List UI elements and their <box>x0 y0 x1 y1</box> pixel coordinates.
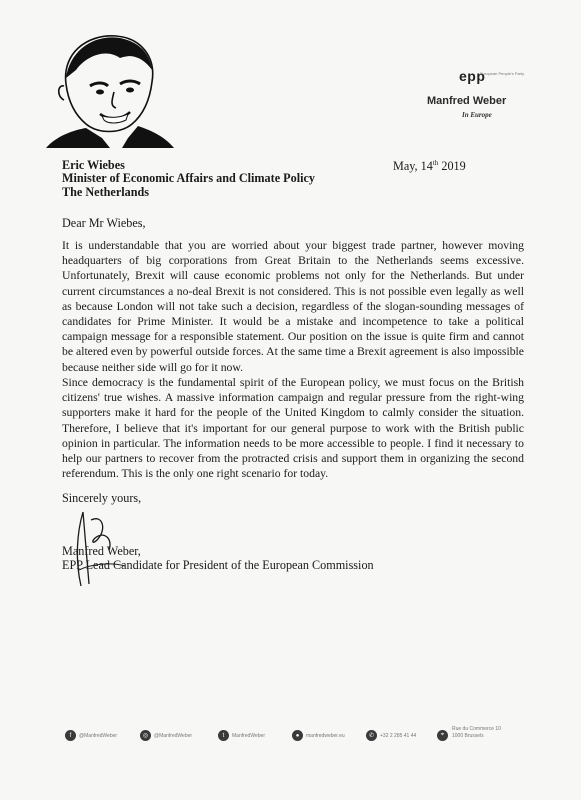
epp-logo-subtitle: European People's Party <box>480 71 525 76</box>
recipient-title: Minister of Economic Affairs and Climate Policy <box>62 171 315 186</box>
date-year: 2019 <box>438 159 466 174</box>
footer-contacts <box>0 722 581 762</box>
letter-date <box>393 159 466 174</box>
footer-text: manfredweber.eu <box>306 732 345 739</box>
twitter-icon: t <box>218 730 229 741</box>
recipient-block <box>62 159 315 199</box>
footer-text: @ManfredWeber <box>79 732 118 739</box>
recipient-name: Eric Wiebes <box>62 158 125 172</box>
address-line-1: Rue du Commerce 10 <box>452 726 501 732</box>
instagram-icon: ◎ <box>140 730 151 741</box>
footer-text: @ManfredWeber <box>154 732 193 739</box>
date-prefix: May, 14 <box>393 159 433 174</box>
footer-text: +32 2 285 41 44 <box>380 732 417 739</box>
recipient-country: The Netherlands <box>62 184 150 199</box>
facebook-icon: f <box>65 730 76 741</box>
portrait-illustration <box>46 26 174 148</box>
location-icon: ⌖ <box>437 730 448 741</box>
epp-logo: epp <box>459 68 486 84</box>
footer-item-instagram[interactable] <box>140 730 192 741</box>
signatory-name: Manfred Weber, <box>62 544 141 558</box>
footer-item-phone[interactable] <box>366 730 416 741</box>
phone-icon: ✆ <box>366 730 377 741</box>
address-line-2: 1000 Brussels <box>452 733 484 739</box>
signatory-title: EPP Lead Candidate for President of the European Commission <box>62 558 374 572</box>
sender-name: Manfred Weber <box>427 95 507 107</box>
footer-address <box>452 726 512 740</box>
sender-tagline: In Europe <box>462 111 492 119</box>
date-suffix: th <box>432 159 439 167</box>
web-icon: ● <box>292 730 303 741</box>
paragraph-1: It is understandable that you are worried about your biggest trade partner, however moving headquarters of big corporations from Great Britain to the Netherlands seems excessive. Unfortunately, Brexit will cause economic problems not only for the Netherlands. But under current circumstances a no-deal Brexit is not considered. This is not possible even legally as well as because London will not take such a decision, regardless of the slogan-sounding messages of candidates for Prime Minister. It would be a mistake and incompetence to take a political campaign message for a responsible statement. Our position on the issue is quite firm and cannot be altered even by powerful outside forces. At the same time a Brexit agreement is also impossible because neither side will go for it now. <box>62 239 524 374</box>
footer-item-twitter[interactable] <box>218 730 265 741</box>
salutation: Dear Mr Wiebes, <box>62 216 146 230</box>
footer-item-facebook[interactable] <box>65 730 117 741</box>
paragraph-2: Since democracy is the fundamental spirit of the European policy, we must focus on the British citizens' true wishes. A massive information campaign and regular pressure from the right-wing supporters make it hard for the people of the United Kingdom to calmly consider the situation. Therefore, I believe that it's important for our general purpose to work with the British public opinion in particular. The information needs to be more accessible to people. I find it necessary to help our partners to recover from the protracted crisis and support them in organizing the second referendum. This is the only one right scenario for today. <box>62 376 524 481</box>
closing: Sincerely yours, <box>62 491 142 505</box>
footer-text: ManfredWeber <box>232 732 265 739</box>
footer-item-web[interactable] <box>292 730 345 741</box>
